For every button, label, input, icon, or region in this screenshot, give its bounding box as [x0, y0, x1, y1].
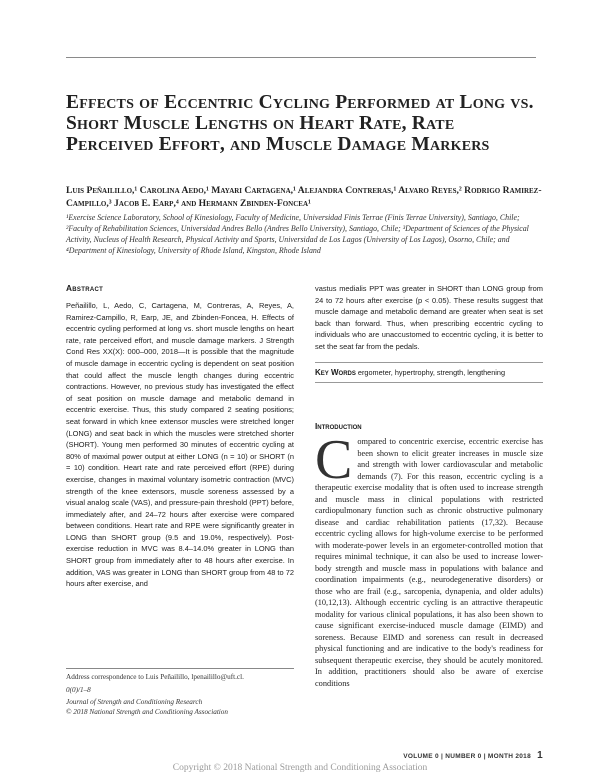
introduction-heading: Introduction	[315, 421, 362, 431]
footnote	[66, 668, 294, 717]
copyright-watermark: Copyright © 2018 National Strength and Conditioning Association	[172, 763, 428, 773]
keywords-text: ergometer, hypertrophy, strength, lengthening	[357, 367, 506, 377]
page-footer	[403, 750, 543, 761]
volume-info: VOLUME 0 | NUMBER 0 | MONTH 2018	[403, 753, 532, 760]
correspondence-address: Address correspondence to Luis Peñailillo, lpenailillo@uft.cl.	[66, 673, 244, 681]
abstract-heading: Abstract	[66, 283, 104, 293]
author-list: Luis Peñailillo,¹ Carolina Aedo,¹ Mayari Cartagena,¹ Alejandra Contreras,¹ Alvaro Reyes,² Rodrigo Ramirez-Campillo,³ Jacob E. Earp,⁴ and Hermann Zbinden-Foncea¹	[66, 185, 542, 209]
introduction-body: ompared to concentric exercise, eccentric exercise has been shown to elicit greater increases in muscle size and strength with lower cardiovascular and metabolic demands (7). For this reason, eccentric cycling is a therapeutic exercise modality that is often used to increase strength and muscle mass in clinical populations with restricted cardiopulmonary function such as chronic obstructive pulmonary disease and cardiac rehabilitation patients (17,32). Because eccentric cycling allows for high-volume exercise to be performed with moderate-power levels in an ergometer-controlled motion that requires minimal technique, it can also be used to increase lower-body strength and muscle mass in populations with balance and coordination impairments (e.g., neurodegenerative disorders) or those who are frail (e.g., sarcopenia, dynapenia, and older adults) (10,12,13). Although eccentric cycling is an attractive therapeutic modality for various clinical populations, it has also been shown to cause significant exercise-induced muscle damage (EIMD) and soreness. Because EIMD and soreness can result in decreased physical functioning and are indicative to the body's readiness for subsequent therapeutic exercise, they should be acutely monitored. In addition, practitioners should also be aware of exercise conditions	[315, 437, 543, 688]
journal-name: Journal of Strength and Conditioning Research	[66, 698, 203, 707]
introduction-section	[315, 429, 543, 689]
right-column	[315, 283, 543, 383]
keywords-label: Key Words	[315, 367, 356, 377]
abstract-continued: vastus medialis PPT was greater in SHORT than LONG group from 24 to 72 hours after exercise (p < 0.05). These results suggest that muscle damage and metabolic demand are greater when seat is set back than forward. Thus, when prescribing eccentric cycling to individuals who are unaccustomed to eccentric cycling, it is better to set the seat far from the pedals.	[315, 284, 543, 351]
keywords-box	[315, 362, 543, 383]
issue-number: 0(0)/1–8	[66, 685, 91, 694]
drop-cap: C	[315, 429, 353, 491]
affiliations: ¹Exercise Science Laboratory, School of Kinesiology, Faculty of Medicine, Universidad Finis Terrae (Finis Terrae University), Santiago, Chile; ²Faculty of Rehabilitation Sciences, Universidad Andres Bello (Andres Bello University), Santiago, Chile; ³Department of Sciences of the Physical Activity, Nucleus of Health Research, Physical Activity and Sports, Universidad de Los Lagos (University of Los Lagos), Osorno, Chile; and ⁴Department of Kinesiology, University of Rhode Island, Kingston, Rhode Island	[66, 213, 529, 255]
header-rule	[66, 57, 536, 58]
footnote-copyright: © 2018 National Strength and Conditioning Association	[66, 707, 228, 716]
article-title: Effects of Eccentric Cycling Performed at Long vs. Short Muscle Lengths on Heart Rate, Rate Perceived Effort, and Muscle Damage Markers	[66, 92, 534, 155]
left-column	[66, 283, 294, 590]
page-number: 1	[537, 750, 543, 761]
abstract-body: Peñailillo, L, Aedo, C, Cartagena, M, Contreras, A, Reyes, A, Ramirez-Campillo, R, Earp, JE, and Zbinden-Foncea, H. Effects of eccentric cycling performed at long vs. short muscle lengths on heart rate, rate perceived effort, and muscle damage markers. J Strength Cond Res XX(X): 000–000, 2018—It is possible that the magnitude of muscle damage in eccentric cycling is dependent on seat position that could affect the muscle length changes during eccentric contractions. However, no previous study has investigated the effect of seat position on muscle damage and metabolic demand in eccentric exercise. Thus, this study compared 2 seating positions; seat forward in which knee extensor muscles were stretched longer (LONG) and seat back in which the muscles were stretched shorter (SHORT). Young men performed 30 minutes of eccentric cycling at 80% of maximal power output at either LONG (n = 10) or SHORT (n = 10) condition. Heart rate and rate perceived effort (RPE) during exercise, changes in maximal voluntary isometric contraction (MVC) strength of the knee extensors, muscle soreness assessed by a visual analog scale (VAS), and pressure-pain threshold (PPT) before, immediately after, and 24–72 hours after exercise were compared between conditions. Heart rate and RPE were significantly greater in LONG than SHORT group (9.5 and 19.0%, respectively). Post-exercise reduction in MVC was 8.4–14.0% greater in LONG than SHORT group from immediately after to 48 hours after exercise. In addition, VAS was greater in LONG than SHORT group from 48 to 72 hours after exercise, and	[66, 301, 294, 589]
